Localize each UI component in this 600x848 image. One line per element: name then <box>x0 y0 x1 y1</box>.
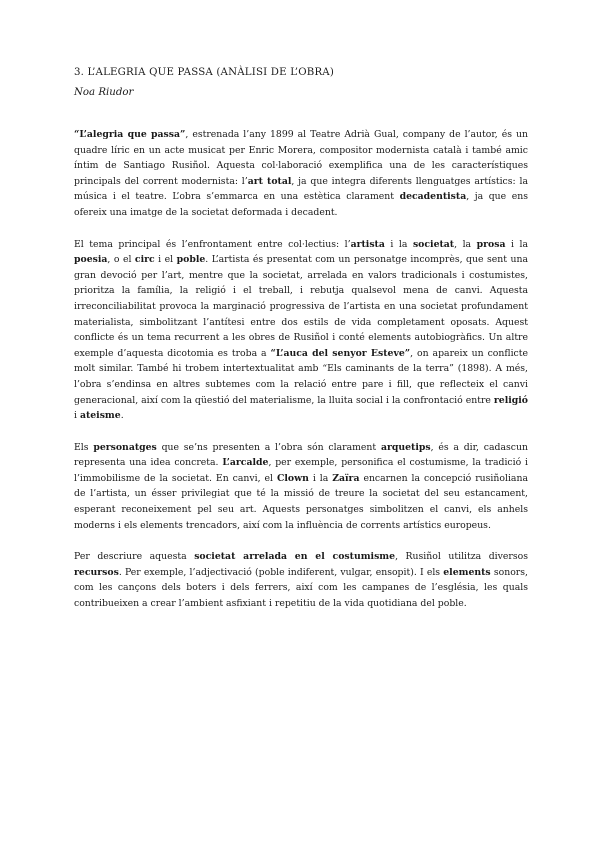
bold-term: ateisme <box>79 410 121 422</box>
text-run: , és a dir, cadascun representa una idea concreta. <box>74 441 528 469</box>
bold-term: poesia <box>74 254 108 266</box>
text-run: que se’ns presenten a l’obra són clarament <box>156 441 381 453</box>
text-run: i <box>74 410 80 422</box>
text-run: , la <box>454 238 477 250</box>
text-run: i la <box>505 238 528 250</box>
section-heading: 3. L’ALEGRIA QUE PASSA (ANÀLISI DE L’OBRA) <box>74 67 335 78</box>
bold-term: societat arrelada en el costumisme <box>194 551 396 563</box>
bold-term: recursos <box>74 566 119 578</box>
document-body <box>74 66 528 612</box>
bold-term: “L’auca del senyor Esteve” <box>270 347 411 359</box>
bold-term: artista <box>350 238 385 250</box>
text-run: , estrenada l’any 1899 al Teatre Adrià Gual, company de l’autor, és un quadre líric en un acte musicat per Enric Morera, compositor modernista català i també amic íntim de Santiago Rusiñol. Aquesta col·laboració exemplifica una de les característiques principals del corrent modernista: l’ <box>74 129 528 187</box>
paragraph-intro <box>74 127 528 221</box>
text-run: El tema principal és l’enfrontament entre col·lectius: l’ <box>74 238 351 250</box>
text-run: , o el <box>107 254 135 266</box>
bold-term: Zaïra <box>332 472 360 484</box>
text-run: , Rusiñol utilitza diversos <box>395 551 528 563</box>
bold-term: circ <box>134 254 155 266</box>
bold-term: art total <box>247 175 292 187</box>
paragraph-resources <box>74 549 528 611</box>
text-run: i el <box>154 254 177 266</box>
text-run: sonors, com les cançons dels boters i dels ferrers, així com les campanes de l’església, les quals contribueixen a crear l’ambient asfixiant i repetitiu de la vida quotidiana del poble. <box>74 566 528 610</box>
bold-term: poble <box>176 254 206 266</box>
text-run: . <box>120 410 124 422</box>
text-run: Per descriure aquesta <box>74 551 195 563</box>
text-run: encarnen la concepció rusiñoliana de l’artista, un ésser privilegiat que té la missió de treure la societat del seu estancament, esperant reconeixement pel seu art. Aquests personatges simbolitzen el canvi, els anhels moderns i els elements trencadors, així com la influència de corrents artístics europeus. <box>74 472 528 531</box>
paragraph-theme <box>74 237 528 424</box>
bold-term: societat <box>412 238 455 250</box>
text-run: , ja que ens ofereix una imatge de la societat deformada i decadent. <box>74 191 528 218</box>
bold-term: personatges <box>93 441 157 453</box>
bold-term: religió <box>493 394 528 406</box>
bold-term: Clown <box>276 472 309 484</box>
author-name: Noa Riudor <box>74 87 134 98</box>
paragraph-characters <box>74 440 528 534</box>
bold-term: L’arcalde <box>222 457 269 469</box>
bold-term: prosa <box>476 238 506 250</box>
text-run: . L’artista és presentat com un personatge incomprès, que sent una gran devoció per l’art, mentre que la societat, arrelada en valors tradicionals i costumistes, prioritza la família, la religió i el treball, i rebutja qualsevol mena de canvi. Aquesta irreconciliabilitat provoca la marginació progressiva de l’artista en una societat profundament materialista, simbolitzant l’antítesi entre dos estils de vida completament oposats. Aquest conflicte és un tema recurrent a les obres de Rusiñol i conté elements autobiogràfics. Un altre exemple d’aquesta dicotomia es troba a <box>74 254 528 359</box>
bold-term: decadentista <box>399 191 467 203</box>
text-run: i la <box>308 472 333 484</box>
text-run: . Per exemple, l’adjectivació (poble indiferent, vulgar, ensopit). I els <box>118 566 444 578</box>
bold-term: arquetips <box>380 441 431 453</box>
bold-term: “L’alegria que passa” <box>74 129 186 140</box>
bold-term: elements <box>443 566 491 578</box>
text-run: i la <box>384 238 413 250</box>
text-run: , ja que integra diferents llenguatges artístics: la música i el teatre. L’obra s’emmarca en una estètica clarament <box>74 175 528 203</box>
text-run: Els <box>74 441 94 453</box>
text-run: , on apareix un conflicte molt similar. També hi trobem intertextualitat amb “Els caminants de la terra” (1898). A més, l’obra s’endinsa en altres subtemes com la relació entre pare i fill, que reflecteix el canvi generacional, així com la qüestió del materialisme, la lluita social i la confrontació entre <box>74 347 528 406</box>
text-run: , per exemple, personifica el costumisme, la tradició i l’immobilisme de la societat. En canvi, el <box>74 457 528 484</box>
